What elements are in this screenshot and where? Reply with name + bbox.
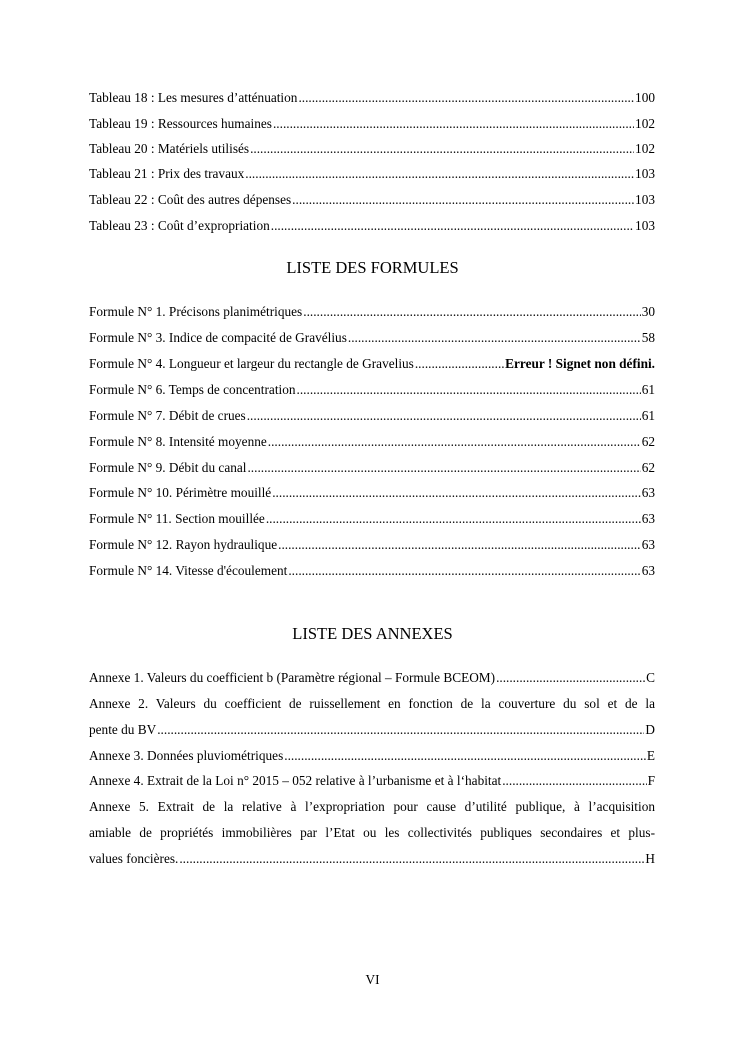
dot-leader — [292, 190, 634, 210]
toc-entry-page: 62 — [641, 460, 655, 475]
toc-entry-label: Tableau 23 : Coût d’expropriation — [89, 218, 270, 233]
toc-entry-formule-10[interactable] — [89, 483, 655, 503]
toc-entry-formule-1[interactable] — [89, 302, 655, 322]
dot-leader — [245, 164, 634, 184]
toc-entry-page: 103 — [635, 218, 655, 233]
toc-entry-label: Annexe 3. Données pluviométriques — [89, 748, 284, 763]
toc-entry-page: 61 — [641, 408, 655, 423]
toc-entry-page: C — [646, 670, 655, 685]
toc-entry-label: Formule N° 4. Longueur et largeur du rectangle de Gravelius — [89, 356, 414, 371]
toc-entry-page: D — [645, 722, 655, 737]
toc-entry-error: Erreur ! Signet non défini. — [505, 356, 655, 371]
dot-leader — [268, 432, 641, 452]
dot-leader — [272, 483, 640, 503]
toc-entry-page: 102 — [635, 116, 655, 131]
toc-entry-label: pente du BV — [89, 722, 157, 737]
dot-leader — [502, 771, 646, 791]
toc-entry-label: Formule N° 9. Débit du canal — [89, 460, 247, 475]
toc-entry-page: 30 — [641, 304, 655, 319]
toc-entry-page: 63 — [641, 485, 655, 500]
annexes-heading: LISTE DES ANNEXES — [292, 624, 453, 643]
toc-entry-annexe-5-line[interactable]: Annexe 5. Extrait de la relative à l’expropriation pour cause d’utilité publique, à l’acquisition — [89, 799, 655, 814]
toc-entry-formule-6[interactable] — [89, 380, 655, 400]
toc-entry-label: Formule N° 12. Rayon hydraulique — [89, 537, 278, 552]
toc-entry-tableau-21[interactable] — [89, 164, 655, 184]
toc-entry-page: 102 — [635, 141, 655, 156]
toc-entry-label: Formule N° 14. Vitesse d'écoulement — [89, 563, 288, 578]
toc-entry-page: H — [645, 851, 655, 866]
dot-leader — [179, 849, 644, 869]
toc-entry-label: Formule N° 7. Débit de crues — [89, 408, 246, 423]
toc-entry-tableau-20[interactable] — [89, 139, 655, 159]
toc-entry-label: Formule N° 11. Section mouillée — [89, 511, 265, 526]
toc-entry-annexe-1[interactable] — [89, 668, 655, 688]
toc-entry-label: Tableau 21 : Prix des travaux — [89, 166, 245, 181]
toc-entry-page: 61 — [641, 382, 655, 397]
toc-entry-annexe-5[interactable] — [89, 849, 655, 869]
dot-leader — [496, 668, 645, 688]
dot-leader — [415, 354, 504, 374]
dot-leader — [288, 561, 640, 581]
toc-entry-tableau-19[interactable] — [89, 114, 655, 134]
toc-entry-annexe-2[interactable] — [89, 720, 655, 740]
toc-entry-tableau-22[interactable] — [89, 190, 655, 210]
toc-entry-formule-8[interactable] — [89, 432, 655, 452]
toc-entry-label: Tableau 19 : Ressources humaines — [89, 116, 272, 131]
dot-leader — [247, 406, 641, 426]
dot-leader — [284, 746, 646, 766]
toc-entry-label: Tableau 20 : Matériels utilisés — [89, 141, 250, 156]
toc-entry-formule-12[interactable] — [89, 535, 655, 555]
toc-entry-formule-11[interactable] — [89, 509, 655, 529]
toc-entry-label: Formule N° 1. Précisons planimétriques — [89, 304, 303, 319]
toc-entry-label: Formule N° 8. Intensité moyenne — [89, 434, 267, 449]
toc-entry-page: 63 — [641, 537, 655, 552]
dot-leader — [298, 88, 634, 108]
toc-entry-label: Formule N° 10. Périmètre mouillé — [89, 485, 272, 500]
toc-entry-page: 62 — [641, 434, 655, 449]
toc-entry-page: 103 — [635, 166, 655, 181]
toc-entry-label: values foncières. — [89, 851, 179, 866]
toc-entry-formule-4[interactable] — [89, 354, 655, 374]
dot-leader — [297, 380, 641, 400]
formules-heading: LISTE DES FORMULES — [286, 258, 459, 277]
toc-entry-page: F — [647, 773, 655, 788]
dot-leader — [250, 139, 634, 159]
toc-entry-label: Formule N° 3. Indice de compacité de Gravélius — [89, 330, 347, 345]
dot-leader — [348, 328, 641, 348]
toc-entry-annexe-4[interactable] — [89, 771, 655, 791]
dot-leader — [271, 216, 634, 236]
toc-entry-page: 58 — [641, 330, 655, 345]
toc-entry-tableau-18[interactable] — [89, 88, 655, 108]
dot-leader — [266, 509, 641, 529]
dot-leader — [278, 535, 641, 555]
dot-leader — [273, 114, 634, 134]
toc-entry-page: E — [646, 748, 655, 763]
page-number: VI — [365, 972, 380, 987]
toc-entry-label: Formule N° 6. Temps de concentration — [89, 382, 296, 397]
toc-entry-label: Tableau 18 : Les mesures d’atténuation — [89, 90, 298, 105]
toc-entry-label: Annexe 4. Extrait de la Loi n° 2015 – 052 relative à l’urbanisme et à l‘habitat — [89, 773, 502, 788]
dot-leader — [247, 458, 640, 478]
toc-entry-formule-7[interactable] — [89, 406, 655, 426]
toc-entry-page: 63 — [641, 511, 655, 526]
toc-entry-page: 63 — [641, 563, 655, 578]
toc-entry-page: 103 — [635, 192, 655, 207]
toc-entry-page: 100 — [635, 90, 655, 105]
toc-entry-formule-3[interactable] — [89, 328, 655, 348]
toc-entry-formule-9[interactable] — [89, 458, 655, 478]
toc-entry-formule-14[interactable] — [89, 561, 655, 581]
dot-leader — [303, 302, 640, 322]
toc-entry-label: Tableau 22 : Coût des autres dépenses — [89, 192, 292, 207]
toc-entry-annexe-3[interactable] — [89, 746, 655, 766]
toc-entry-label: Annexe 1. Valeurs du coefficient b (Paramètre régional – Formule BCEOM) — [89, 670, 496, 685]
toc-entry-annexe-2-line[interactable]: Annexe 2. Valeurs du coefficient de ruissellement en fonction de la couverture du sol et de la — [89, 696, 655, 711]
toc-entry-tableau-23[interactable] — [89, 216, 655, 236]
dot-leader — [157, 720, 644, 740]
toc-entry-annexe-5-line[interactable]: amiable de propriétés immobilières par l’Etat ou les collectivités publiques secondaires et plus- — [89, 825, 655, 840]
